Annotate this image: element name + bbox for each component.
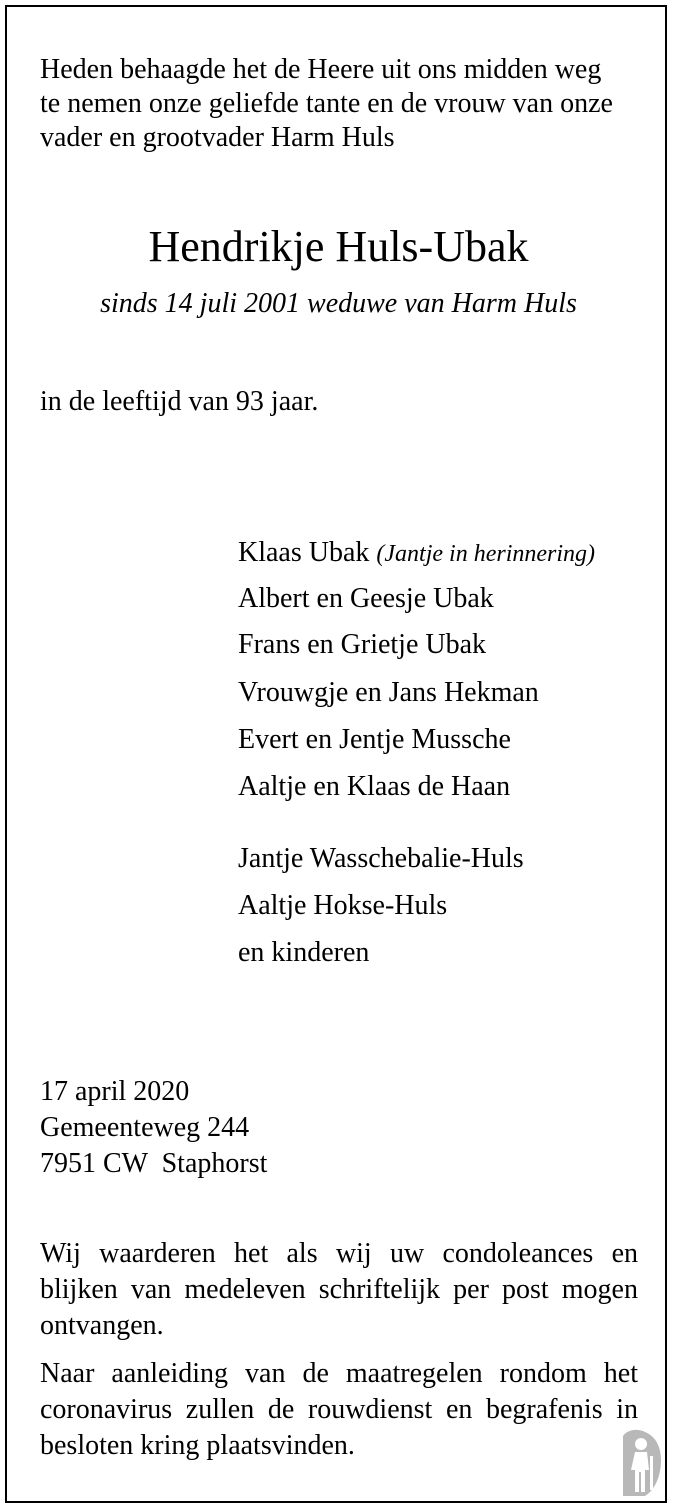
- family-member: Aaltje en Klaas de Haan: [238, 771, 511, 802]
- address-street: Gemeenteweg 244: [40, 1112, 250, 1143]
- family-member: Frans en Grietje Ubak: [238, 629, 487, 660]
- family-member-name: Klaas Ubak: [238, 537, 370, 568]
- family-member-note: (Jantje in herinnering): [376, 541, 596, 567]
- family-member: Jantje Wasschebalie-Huls: [238, 843, 524, 874]
- memorial-figure-icon: [617, 1426, 667, 1498]
- family-member: Albert en Geesje Ubak: [238, 583, 494, 614]
- deceased-subtitle: sinds 14 juli 2001 weduwe van Harm Huls: [100, 288, 577, 319]
- age-line: in de leeftijd van 93 jaar.: [40, 386, 319, 417]
- corona-notice: Naar aanleiding van de maatregelen rondom het coronavirus zullen de rouwdienst en begrafenis in besloten kring plaatsvinden.: [40, 1358, 638, 1461]
- family-member: en kinderen: [238, 937, 370, 968]
- address-city: 7951 CW Staphorst: [40, 1148, 268, 1179]
- deceased-name: Hendrikje Huls-Ubak: [148, 222, 529, 271]
- family-member: [238, 530, 595, 577]
- family-member: Vrouwgje en Jans Hekman: [238, 677, 539, 708]
- intro-line-1: Heden behaagde het de Heere uit ons midden weg: [40, 54, 602, 85]
- announcement-date: 17 april 2020: [40, 1076, 190, 1107]
- family-member: Aaltje Hokse-Huls: [238, 890, 448, 921]
- intro-line-2: te nemen onze geliefde tante en de vrouw van onze: [40, 88, 613, 119]
- condolences-notice: Wij waarderen het als wij uw condoleances en blijken van medeleven schriftelijk per post mogen ontvangen.: [40, 1238, 638, 1341]
- family-member: Evert en Jentje Mussche: [238, 724, 511, 755]
- intro-line-3: vader en grootvader Harm Huls: [40, 122, 395, 153]
